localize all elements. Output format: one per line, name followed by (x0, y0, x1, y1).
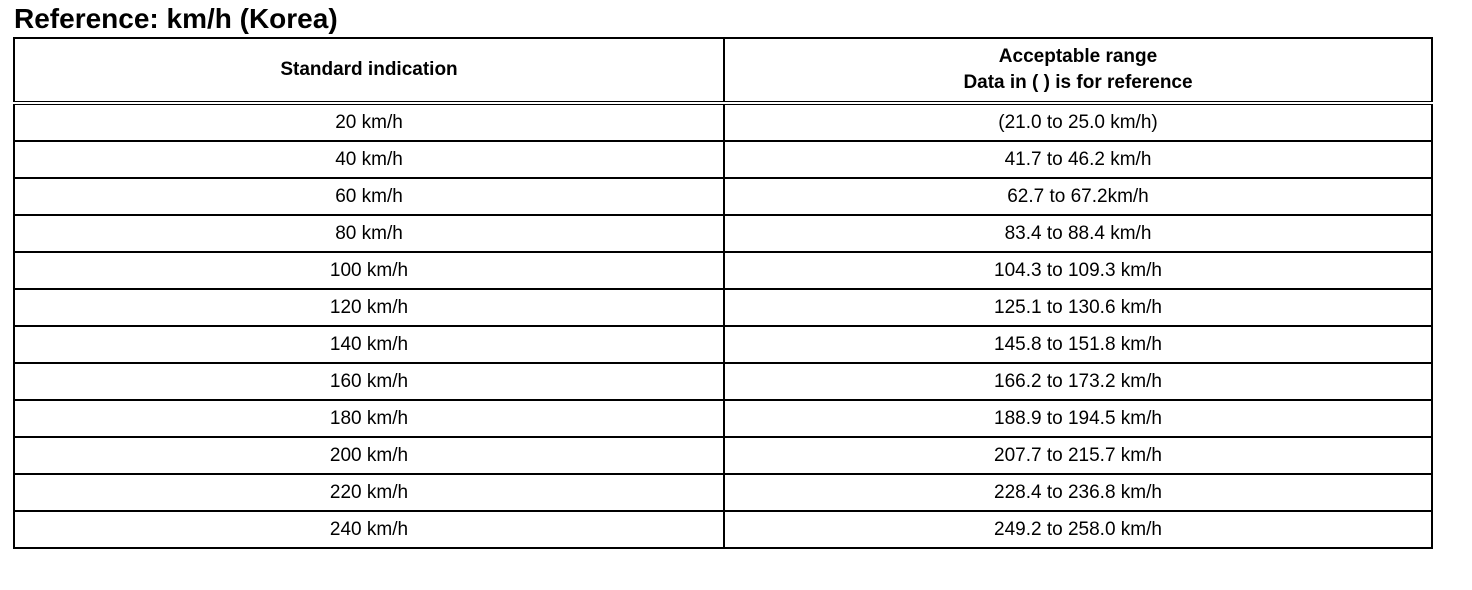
acceptable-range-cell: 62.7 to 67.2km/h (724, 178, 1432, 215)
acceptable-range-cell: 145.8 to 151.8 km/h (724, 326, 1432, 363)
table-row (14, 103, 1432, 141)
table-row (14, 178, 1432, 215)
acceptable-range-cell: 83.4 to 88.4 km/h (724, 215, 1432, 252)
standard-indication-cell: 40 km/h (14, 141, 724, 178)
header-acceptable-label: Acceptable range (998, 46, 1158, 67)
acceptable-range-cell: 188.9 to 194.5 km/h (724, 400, 1432, 437)
acceptable-range-cell: (21.0 to 25.0 km/h) (724, 103, 1432, 141)
standard-indication-cell: 60 km/h (14, 178, 724, 215)
header-reference-note: Data in ( ) is for reference (963, 72, 1193, 93)
standard-indication-cell: 180 km/h (14, 400, 724, 437)
speed-reference-table (13, 37, 1433, 549)
header-standard-label: Standard indication (280, 59, 458, 80)
standard-indication-cell: 20 km/h (14, 103, 724, 141)
standard-indication-cell: 140 km/h (14, 326, 724, 363)
header-standard-indication (14, 38, 724, 103)
acceptable-range-cell: 166.2 to 173.2 km/h (724, 363, 1432, 400)
header-acceptable-range (724, 38, 1432, 103)
acceptable-range-cell: 125.1 to 130.6 km/h (724, 289, 1432, 326)
table-row (14, 437, 1432, 474)
table-row (14, 215, 1432, 252)
acceptable-range-cell: 41.7 to 46.2 km/h (724, 141, 1432, 178)
acceptable-range-cell: 249.2 to 258.0 km/h (724, 511, 1432, 548)
table-header-row (14, 38, 1432, 103)
table-row (14, 511, 1432, 548)
table-row (14, 400, 1432, 437)
standard-indication-cell: 120 km/h (14, 289, 724, 326)
table-row (14, 363, 1432, 400)
standard-indication-cell: 100 km/h (14, 252, 724, 289)
table-row (14, 141, 1432, 178)
table-row (14, 474, 1432, 511)
table-row (14, 289, 1432, 326)
standard-indication-cell: 240 km/h (14, 511, 724, 548)
standard-indication-cell: 220 km/h (14, 474, 724, 511)
acceptable-range-cell: 207.7 to 215.7 km/h (724, 437, 1432, 474)
standard-indication-cell: 200 km/h (14, 437, 724, 474)
standard-indication-cell: 160 km/h (14, 363, 724, 400)
table-row (14, 252, 1432, 289)
acceptable-range-cell: 228.4 to 236.8 km/h (724, 474, 1432, 511)
page-title: Reference: km/h (Korea) (14, 3, 338, 34)
standard-indication-cell: 80 km/h (14, 215, 724, 252)
table-row (14, 326, 1432, 363)
table-body (14, 103, 1432, 548)
acceptable-range-cell: 104.3 to 109.3 km/h (724, 252, 1432, 289)
